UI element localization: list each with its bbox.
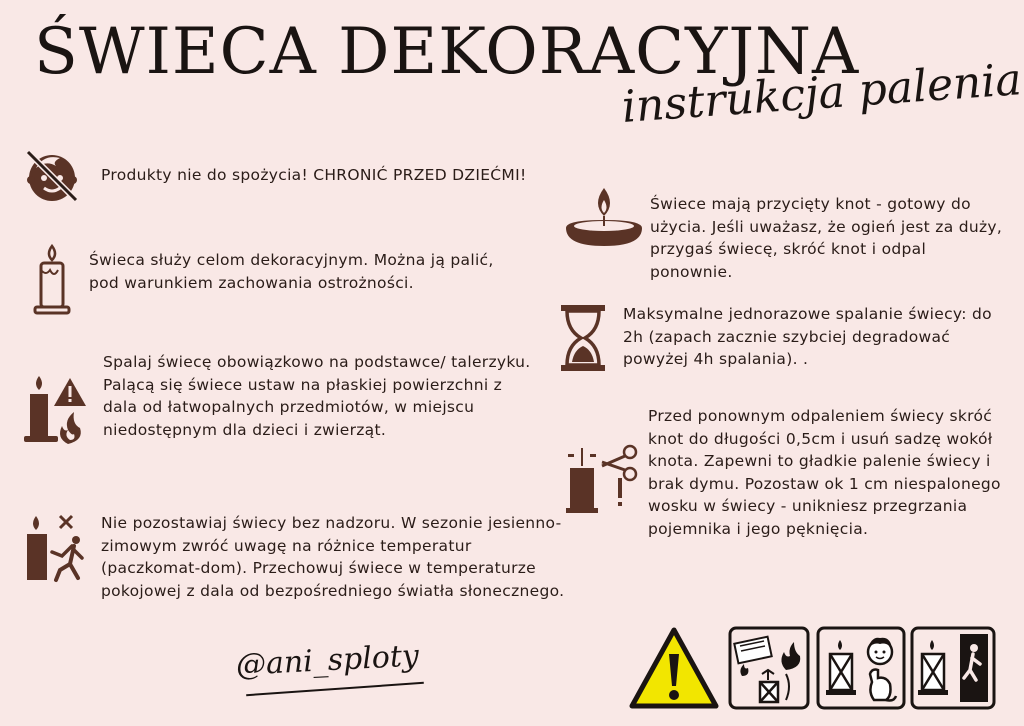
hourglass-icon <box>560 304 606 372</box>
right-item-text: Maksymalne jednorazowe spalanie świecy: do 2h (zapach zacznie szybciej degradować powyżej 4h spalania). . <box>623 305 992 368</box>
right-item-text: Świece mają przycięty knot - gotowy do użycia. Jeśli uważasz, że ogień jest za duży, przygaś świecę, skróć knot i odpal ponownie. <box>650 195 1003 281</box>
no-baby-icon <box>22 148 82 204</box>
left-item-text: Produkty nie do spożycia! CHRONIĆ PRZED DZIEĆMI! <box>101 166 527 184</box>
no-flammable-materials-icon <box>728 626 810 710</box>
trim-wick-icon <box>566 444 640 516</box>
page-title: ŚWIECA DEKORACYJNA <box>34 15 860 89</box>
candle-fire-warning-icon <box>22 374 90 446</box>
left-item-text: Świeca służy celom dekoracyjnym. Można ją palić, pod warunkiem zachowania ostrożności. <box>89 251 494 292</box>
handle-underline <box>246 682 424 696</box>
left-item-text: Nie pozostawiaj świecy bez nadzoru. W sezonie jesienno-zimowym zwróć uwagę na różnice temperatur (paczkomat-dom). Przechowuj świece w temperaturze pokojowej z dala od bezpośredniego światła słonecznego. <box>101 514 565 600</box>
tealight-icon <box>564 186 644 250</box>
unattended-candle-icon <box>22 512 86 584</box>
instagram-handle: @ani_sploty <box>235 638 420 683</box>
candle-icon <box>32 244 72 316</box>
left-item-text: Spalaj świecę obowiązkowo na podstawce/ talerzyku. Palącą się świece ustaw na płaskiej powierzchni z dala od łatwopalnych przedmiotów, w miejscu niedostępnym dla dzieci i zwierząt. <box>103 353 531 439</box>
keep-away-from-children-pets-icon <box>816 626 906 710</box>
warning-triangle-icon <box>628 626 720 710</box>
right-item-text: Przed ponownym odpaleniem świecy skróć knot do długości 0,5cm i usuń sadzę wokół knota. Zapewni to gładkie palenie świecy i brak dymu. Pozostaw ok 1 cm niespalonego wosku w świecy - unikniesz przegrzania pojemnika i jego pęknięcia. <box>648 407 1001 538</box>
do-not-leave-unattended-icon <box>910 626 996 710</box>
page-subtitle: instrukcja palenia <box>620 54 1024 133</box>
